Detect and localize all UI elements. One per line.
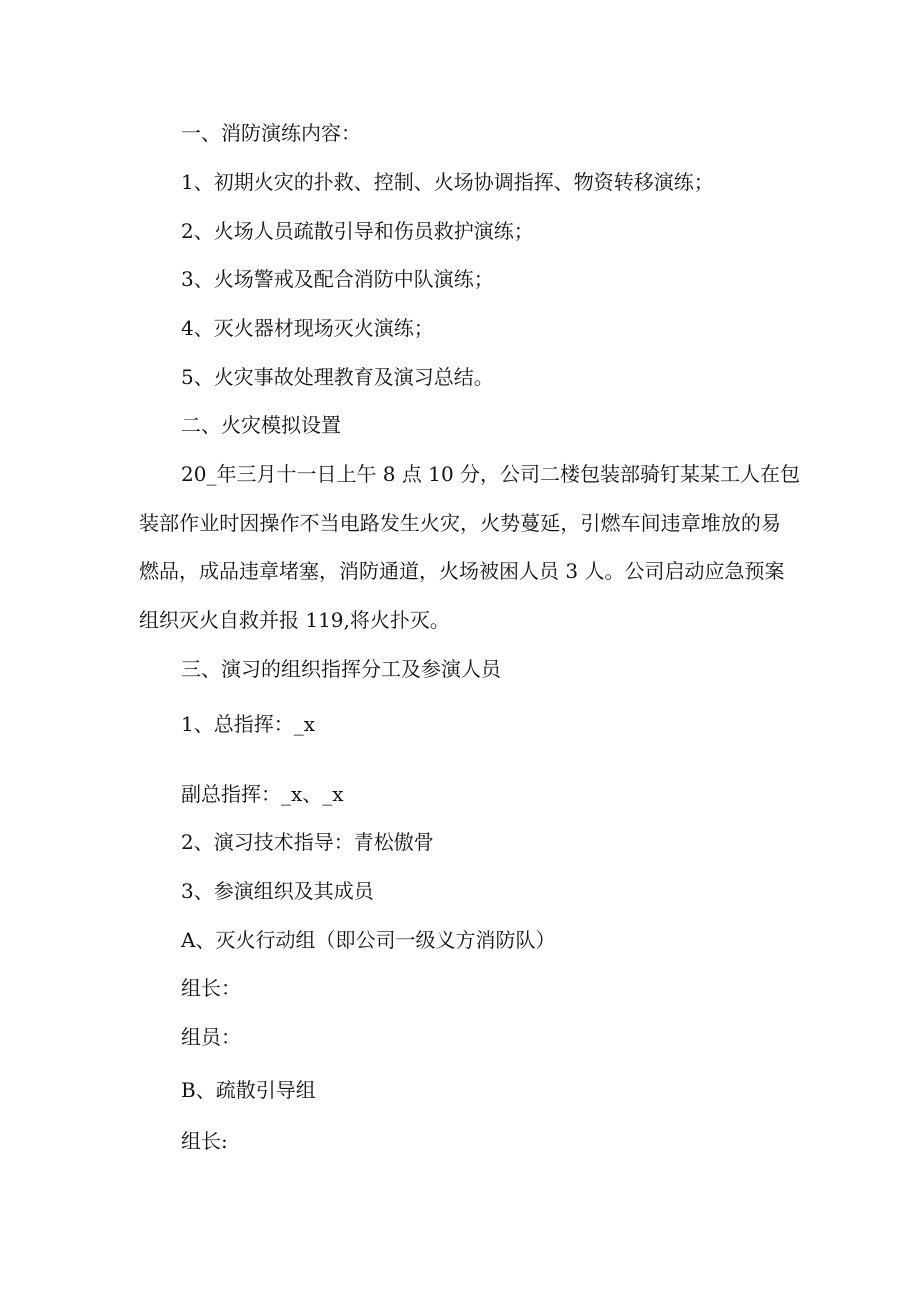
group-b-title: B、疏散引导组 xyxy=(181,1078,316,1102)
section3-heading: 三、演习的组织指挥分工及参演人员 xyxy=(181,657,501,681)
deputy-commander-line: 副总指挥：_x、_x xyxy=(181,782,344,806)
paragraph-line: 20_年三月十一日上午 8 点 10 分，公司二楼包装部骑钉某某工人在包 xyxy=(181,462,801,486)
list-item: 2、火场人员疏散引导和伤员救护演练； xyxy=(181,219,534,243)
paragraph-line: 装部作业时因操作不当电路发生火灾，火势蔓延，引燃车间违章堆放的易 xyxy=(139,511,781,535)
group-a-leader: 组长： xyxy=(181,976,241,1000)
technical-guidance-line: 2、演习技术指导：青松傲骨 xyxy=(181,830,434,854)
group-a-title: A、灭火行动组（即公司一级义方消防队） xyxy=(181,928,556,952)
commander-line: 1、总指挥：_x xyxy=(181,712,316,736)
section2-heading: 二、火灾模拟设置 xyxy=(181,413,341,437)
list-item: 1、初期火灾的扑救、控制、火场协调指挥、物资转移演练； xyxy=(181,170,714,194)
group-b-leader: 组长: xyxy=(181,1129,228,1153)
section1-heading: 一、消防演练内容： xyxy=(181,121,361,145)
list-item: 4、灭火器材现场灭火演练； xyxy=(181,316,434,340)
paragraph-line: 燃品，成品违章堵塞，消防通道，火场被困人员 3 人。公司启动应急预案 xyxy=(139,559,785,583)
participants-heading: 3、参演组织及其成员 xyxy=(181,879,374,903)
paragraph-line: 组织灭火自救并报 119,将火扑灭。 xyxy=(139,608,450,632)
group-a-members: 组员： xyxy=(181,1025,241,1049)
list-item: 3、火场警戒及配合消防中队演练； xyxy=(181,267,494,291)
list-item: 5、火灾事故处理教育及演习总结。 xyxy=(181,365,494,389)
